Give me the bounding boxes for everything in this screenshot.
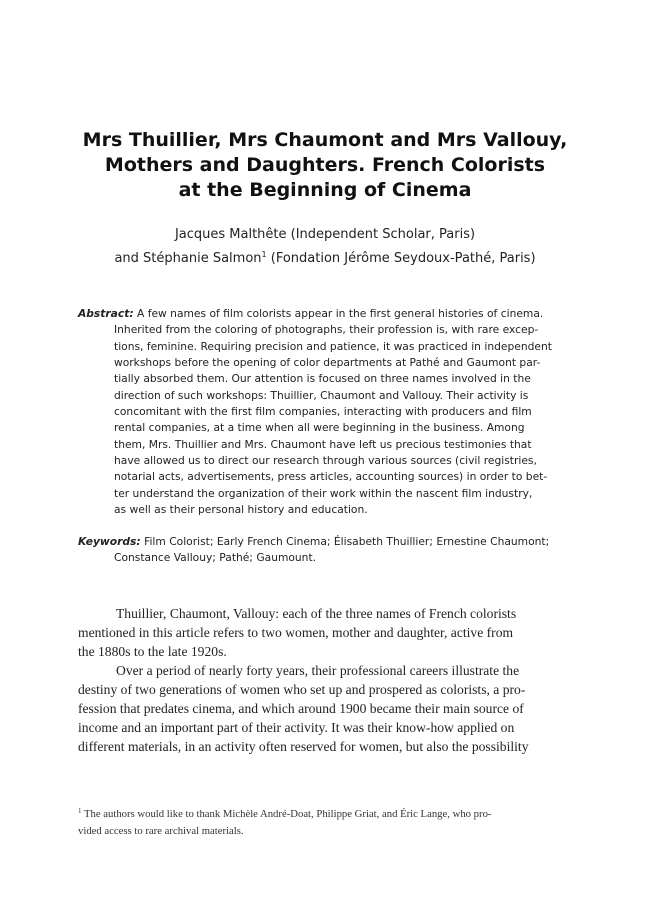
- abstract-line: tions, feminine. Requiring precision and patience, it was practiced in independent: [114, 339, 552, 353]
- abstract-line: notarial acts, advertisements, press articles, accounting sources) in order to bet-: [114, 470, 548, 484]
- abstract-label: Abstract:: [78, 307, 134, 320]
- paragraph-line: income and an important part of their activity. It was their know-how applied on: [78, 720, 515, 735]
- body-text: [78, 604, 575, 756]
- abstract-line: [78, 306, 575, 322]
- keywords-label: Keywords:: [78, 535, 141, 548]
- author-line-2: [40, 245, 610, 269]
- author-affiliation: (Fondation Jérôme Seydoux-Pathé, Paris): [266, 251, 536, 266]
- footnote-marker: 1: [78, 807, 82, 815]
- title-line: Mothers and Daughters. French Colorists: [104, 154, 546, 176]
- footnote-reference[interactable]: 1: [261, 250, 267, 259]
- paragraph-line: different materials, in an activity often reserved for women, but also the possibility: [78, 739, 529, 754]
- abstract-line: Inherited from the coloring of photographs, their profession is, with rare excep-: [114, 323, 539, 337]
- author-line-1: Jacques Malthête (Independent Scholar, Paris): [174, 227, 476, 242]
- abstract-line: rental companies, at a time when all were beginning in the business. Among: [114, 421, 525, 435]
- author-block: [40, 225, 610, 269]
- keywords-line: [78, 534, 578, 550]
- abstract-text: A few names of film colorists appear in the first general histories of cinema.: [133, 307, 544, 320]
- footnote-line: [78, 803, 578, 823]
- paper-title: [60, 128, 590, 203]
- paragraph-line: Thuillier, Chaumont, Vallouy: each of the three names of French colorists: [116, 606, 517, 621]
- paragraph-line: destiny of two generations of women who set up and prospered as colorists, a pro-: [78, 682, 526, 697]
- title-line: Mrs Thuillier, Mrs Chaumont and Mrs Vallouy,: [82, 129, 568, 151]
- abstract: [78, 306, 575, 518]
- footnote-text: The authors would like to thank Michèle André-Doat, Philippe Griat, and Éric Lange, who pro-: [81, 808, 492, 820]
- keywords-line: Constance Vallouy; Pathé; Gaumount.: [114, 551, 317, 565]
- paragraph-line: fession that predates cinema, and which around 1900 became their main source of: [78, 701, 524, 716]
- keywords-text: Film Colorist; Early French Cinema; Élisabeth Thuillier; Ernestine Chaumont;: [140, 535, 550, 548]
- abstract-line: ter understand the organization of their work within the nascent film industry,: [114, 486, 533, 500]
- keywords: [78, 534, 578, 567]
- abstract-line: have allowed us to direct our research through various sources (civil registries,: [114, 454, 537, 468]
- paragraph-line: mentioned in this article refers to two women, mother and daughter, active from: [78, 625, 514, 640]
- footnote-line: vided access to rare archival materials.: [78, 825, 244, 837]
- author-name: and Stéphanie Salmon: [114, 251, 262, 266]
- paragraph-line: the 1880s to the late 1920s.: [78, 644, 227, 659]
- abstract-line: workshops before the opening of color departments at Pathé and Gaumont par-: [114, 356, 541, 370]
- abstract-line: concomitant with the first film companies, interacting with producers and film: [114, 405, 532, 419]
- abstract-line: direction of such workshops: Thuillier, Chaumont and Vallouy. Their activity is: [114, 388, 529, 402]
- paragraph-line: Over a period of nearly forty years, their professional careers illustrate the: [116, 663, 520, 678]
- abstract-line: tially absorbed them. Our attention is focused on three names involved in the: [114, 372, 531, 386]
- footnote: [78, 803, 578, 840]
- abstract-line: as well as their personal history and education.: [114, 503, 368, 517]
- abstract-line: them, Mrs. Thuillier and Mrs. Chaumont have left us precious testimonies that: [114, 437, 532, 451]
- title-line: at the Beginning of Cinema: [178, 179, 472, 201]
